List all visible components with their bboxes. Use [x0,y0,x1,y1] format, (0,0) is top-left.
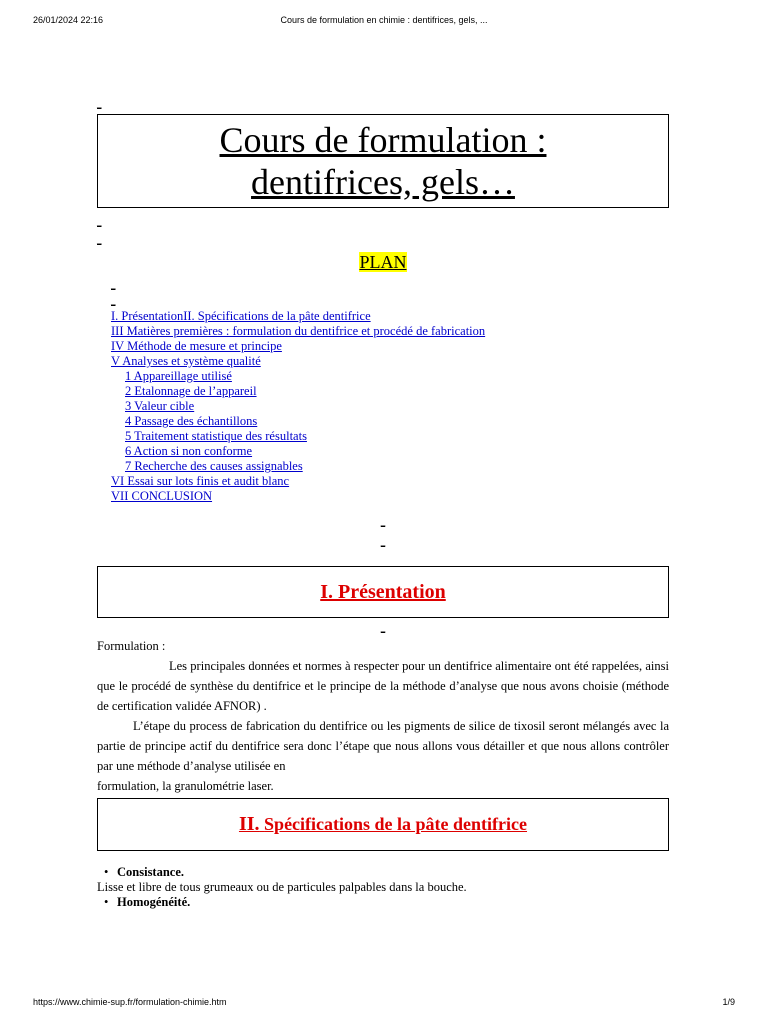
print-datetime: 26/01/2024 22:16 [33,15,104,25]
anchor-mark: _ [380,517,386,527]
anchor-mark: _ [97,217,102,227]
toc-item [111,414,669,429]
toc-link[interactable]: 6 Action si non conforme [125,444,253,458]
print-url: https://www.chimie-sup.fr/formulation-chimie.htm [33,997,227,1007]
toc-link[interactable]: VI Essai sur lots finis et audit blanc [111,474,290,488]
section-heading: I. Présentation [320,580,446,603]
toc-link[interactable]: V Analyses et système qualité [111,354,261,368]
toc-item [111,444,669,459]
toc-link[interactable]: 2 Etalonnage de l’appareil [125,384,257,398]
plan-heading [97,252,669,273]
toc-item [111,489,669,504]
toc-link[interactable]: III Matières premières : formulation du dentifrice et procédé de fabrication [111,324,486,338]
list-item: • Homogénéité. [97,895,669,910]
section-title: Spécifications de la pâte dentifrice [264,814,528,834]
print-page-number: 1/9 [722,997,735,1007]
toc-item [111,339,669,354]
print-page-title: Cours de formulation en chimie : dentifrices, gels, ... [280,15,488,25]
toc-item [111,429,669,444]
section-heading-box [97,798,669,851]
toc-item [111,459,669,474]
toc-item [111,309,669,324]
paragraph: Les principales données et normes à respecter pour un dentifrice alimentaire ont été rappelées, ainsi que le procédé de synthèse du dentifrice et le principe de la méthode d’analyse que nous avons choisie (méthode de certification validée AFNOR) . [97,659,669,713]
toc-link[interactable]: IV Méthode de mesure et principe [111,339,282,353]
page-title: Cours de formulation : dentifrices, gels… [219,120,547,202]
toc-item [111,324,669,339]
formulation-label: Formulation : [97,639,166,653]
anchor-mark: _ [111,296,116,306]
toc-link[interactable]: 5 Traitement statistique des résultats [125,429,307,443]
print-header [0,15,768,29]
toc-item [111,384,669,399]
anchor-mark: _ [380,623,386,633]
section-heading-box [97,566,669,618]
print-footer [0,997,768,1011]
anchor-mark: _ [380,537,386,547]
spec-list [97,865,669,910]
toc-item [111,369,669,384]
list-item-text: Lisse et libre de tous grumeaux ou de particules palpables dans la bouche. [97,880,467,894]
toc-link[interactable]: I. PrésentationII. Spécifications de la pâte dentifrice [111,309,371,323]
anchor-mark: _ [97,235,102,245]
toc-link[interactable]: VII CONCLUSION [111,489,213,503]
toc-item [111,354,669,369]
toc-item [111,474,669,489]
title-box [97,114,669,208]
section-number: II. [238,813,260,835]
toc-link[interactable]: 3 Valeur cible [125,399,195,413]
toc-link[interactable]: 1 Appareillage utilisé [125,369,232,383]
plan-label: PLAN [359,252,407,272]
toc-link[interactable]: 7 Recherche des causes assignables [125,459,303,473]
paragraph: L’étape du process de fabrication du dentifrice ou les pigments de silice de tixosil seront mélangés avec la partie de principe actif du dentifrice sera donc l’étape que nous allons vous détailler et que nous allons contrôler par une méthode d’analyse utilisée en [97,719,669,773]
toc-item [111,399,669,414]
paragraph: formulation, la granulométrie laser. [97,779,274,793]
page-content [97,100,669,910]
table-of-contents [97,309,669,504]
toc-link[interactable]: 4 Passage des échantillons [125,414,258,428]
list-item: • Consistance. [97,865,669,880]
section-heading [239,813,527,836]
anchor-mark: _ [97,99,102,109]
anchor-mark: _ [111,280,116,290]
